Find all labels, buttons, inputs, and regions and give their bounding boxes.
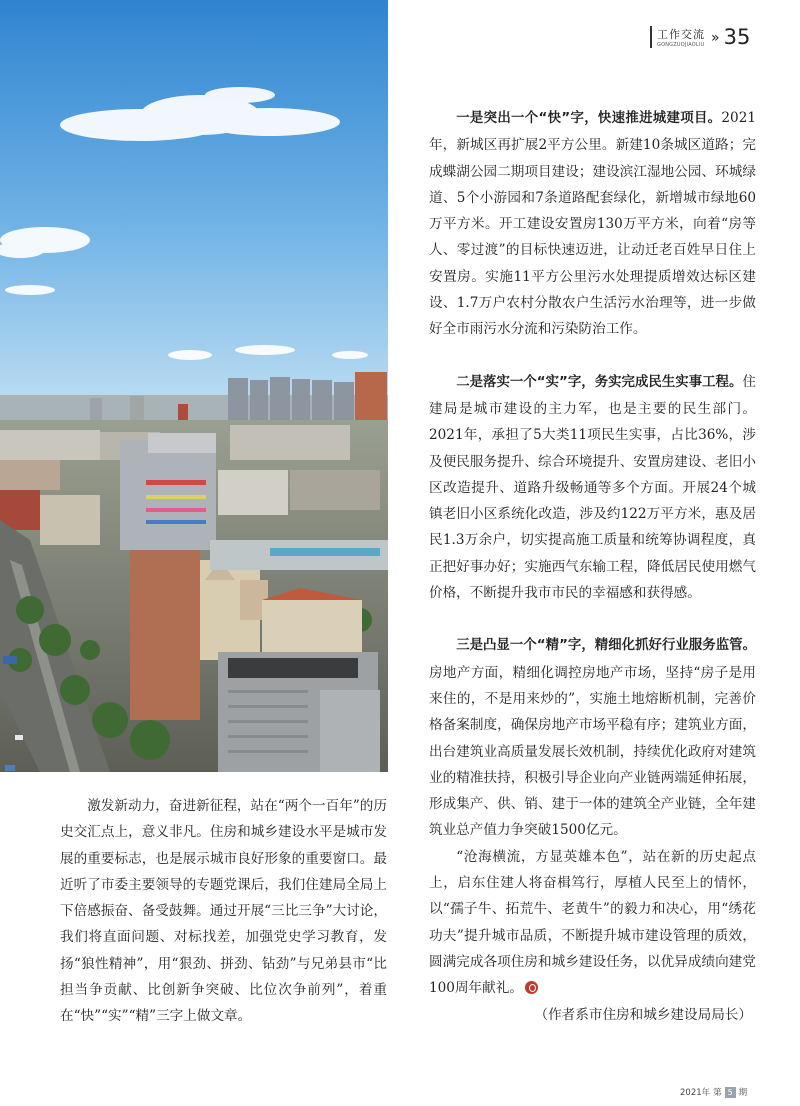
- paragraph-fast-text: 2021年，新城区再扩展2平方公里。新建10条城区道路；完成蝶湖公园二期项目建设；建设滨江湿地公园、环城绿道、5个小游园和7条道路配套绿化，新增城市绿地60万平方米。开工建设安置房130万平方米，向着“房等人、零过渡”的目标快速迈进，让动迁老百姓早日住上安置房。实施11平方公里污水处理提质增效达标区建设、1.7万户农村分散农户生活污水治理等，进一步做好全市雨污水分流和污染防治工作。: [429, 110, 756, 338]
- section-label: [657, 29, 705, 48]
- city-photo-illustration: [0, 0, 388, 772]
- paragraph-solid: [429, 369, 756, 607]
- page-header: [650, 22, 750, 48]
- paragraph-fast: [429, 105, 756, 343]
- paragraph-closing: [429, 844, 756, 1002]
- paragraph-intro: 激发新动力，奋进新征程，站在“两个一百年”的历史交汇点上，意义非凡。住房和城乡建设水平是城市发展的重要标志，也是展示城市良好形象的重要窗口。最近听了市委主要领导的专题党课后，我们住建局全局上下倍感振奋、备受鼓舞。通过开展“三比三争”大讨论，我们将直面问题、对标找差，加强党史学习教育，发扬“狼性精神”，用“狠劲、拼劲、钻劲”与兄弟县市“比担当争贡献、比创新争突破、比位次争前列”，着重在“快”“实”“精”三字上做文章。: [60, 798, 387, 1025]
- footer-qi: 期: [738, 1088, 748, 1098]
- header-divider: [650, 26, 652, 48]
- end-seal-icon: [525, 981, 538, 994]
- author-signature: （作者系市住房和城乡建设局局长）: [534, 1006, 752, 1023]
- footer-di: 第: [713, 1088, 722, 1098]
- right-column: [429, 105, 756, 1028]
- paragraph-fine: [429, 632, 756, 843]
- city-skyline-photo: [0, 0, 388, 772]
- left-column: [60, 793, 387, 1030]
- heading-solid: 二是落实一个“实”字，务实完成民生实事工程。: [456, 374, 743, 390]
- page-footer: [680, 1086, 747, 1098]
- section-title: 工作交流: [657, 28, 705, 41]
- section-pinyin: GONGZUOJIAOLIU: [657, 42, 705, 48]
- footer-year: 2021年: [680, 1088, 711, 1098]
- issue-number-badge: 5: [725, 1087, 736, 1098]
- heading-fast: 一是突出一个“快”字，快速推进城建项目。: [456, 111, 722, 126]
- paragraph-fine-text: 房地产方面，精细化调控房地产市场，坚持“房子是用来住的，不是用来炒的”，实施土地熔断机制，完善价格备案制度，确保房地产市场平稳有序；建筑业方面，出台建筑业高质量发展长效机制，持续优化政府对建筑业的精准扶持，积极引导企业向产业链两端延伸拓展，形成集产、供、销、建于一体的建筑全产业链，全年建筑业总产值力争突破1500亿元。: [429, 664, 756, 839]
- heading-fine: 三是凸显一个“精”字，精细化抓好行业服务监管。: [456, 638, 756, 654]
- page-number: 35: [723, 25, 751, 49]
- paragraph-closing-text: “沧海横流，方显英雄本色”，站在新的历史起点上，启东住建人将奋楫笃行，厚植人民至上的情怀，以“孺子牛、拓荒牛、老黄牛”的毅力和决心，用“绣花功夫”提升城市品质，不断提升城市建设管理的质效，圆满完成各项住房和城乡建设任务，以优异成绩向建党100周年献礼。: [429, 848, 756, 997]
- chevron-right-icon: »: [711, 30, 720, 46]
- paragraph-solid-text: 住建局是城市建设的主力军，也是主要的民生部门。2021年，承担了5大类11项民生实事，占比36%，涉及便民服务提升、综合环境提升、安置房建设、老旧小区改造提升、道路升级畅通等多个方面。开展24个城镇老旧小区系统化改造，涉及约122万平方米，惠及居民1.3万余户，切实提高施工质量和统筹协调程度，真正把好事办好；实施西气东输工程，降低居民使用燃气价格，不断提升我市市民的幸福感和获得感。: [429, 373, 756, 602]
